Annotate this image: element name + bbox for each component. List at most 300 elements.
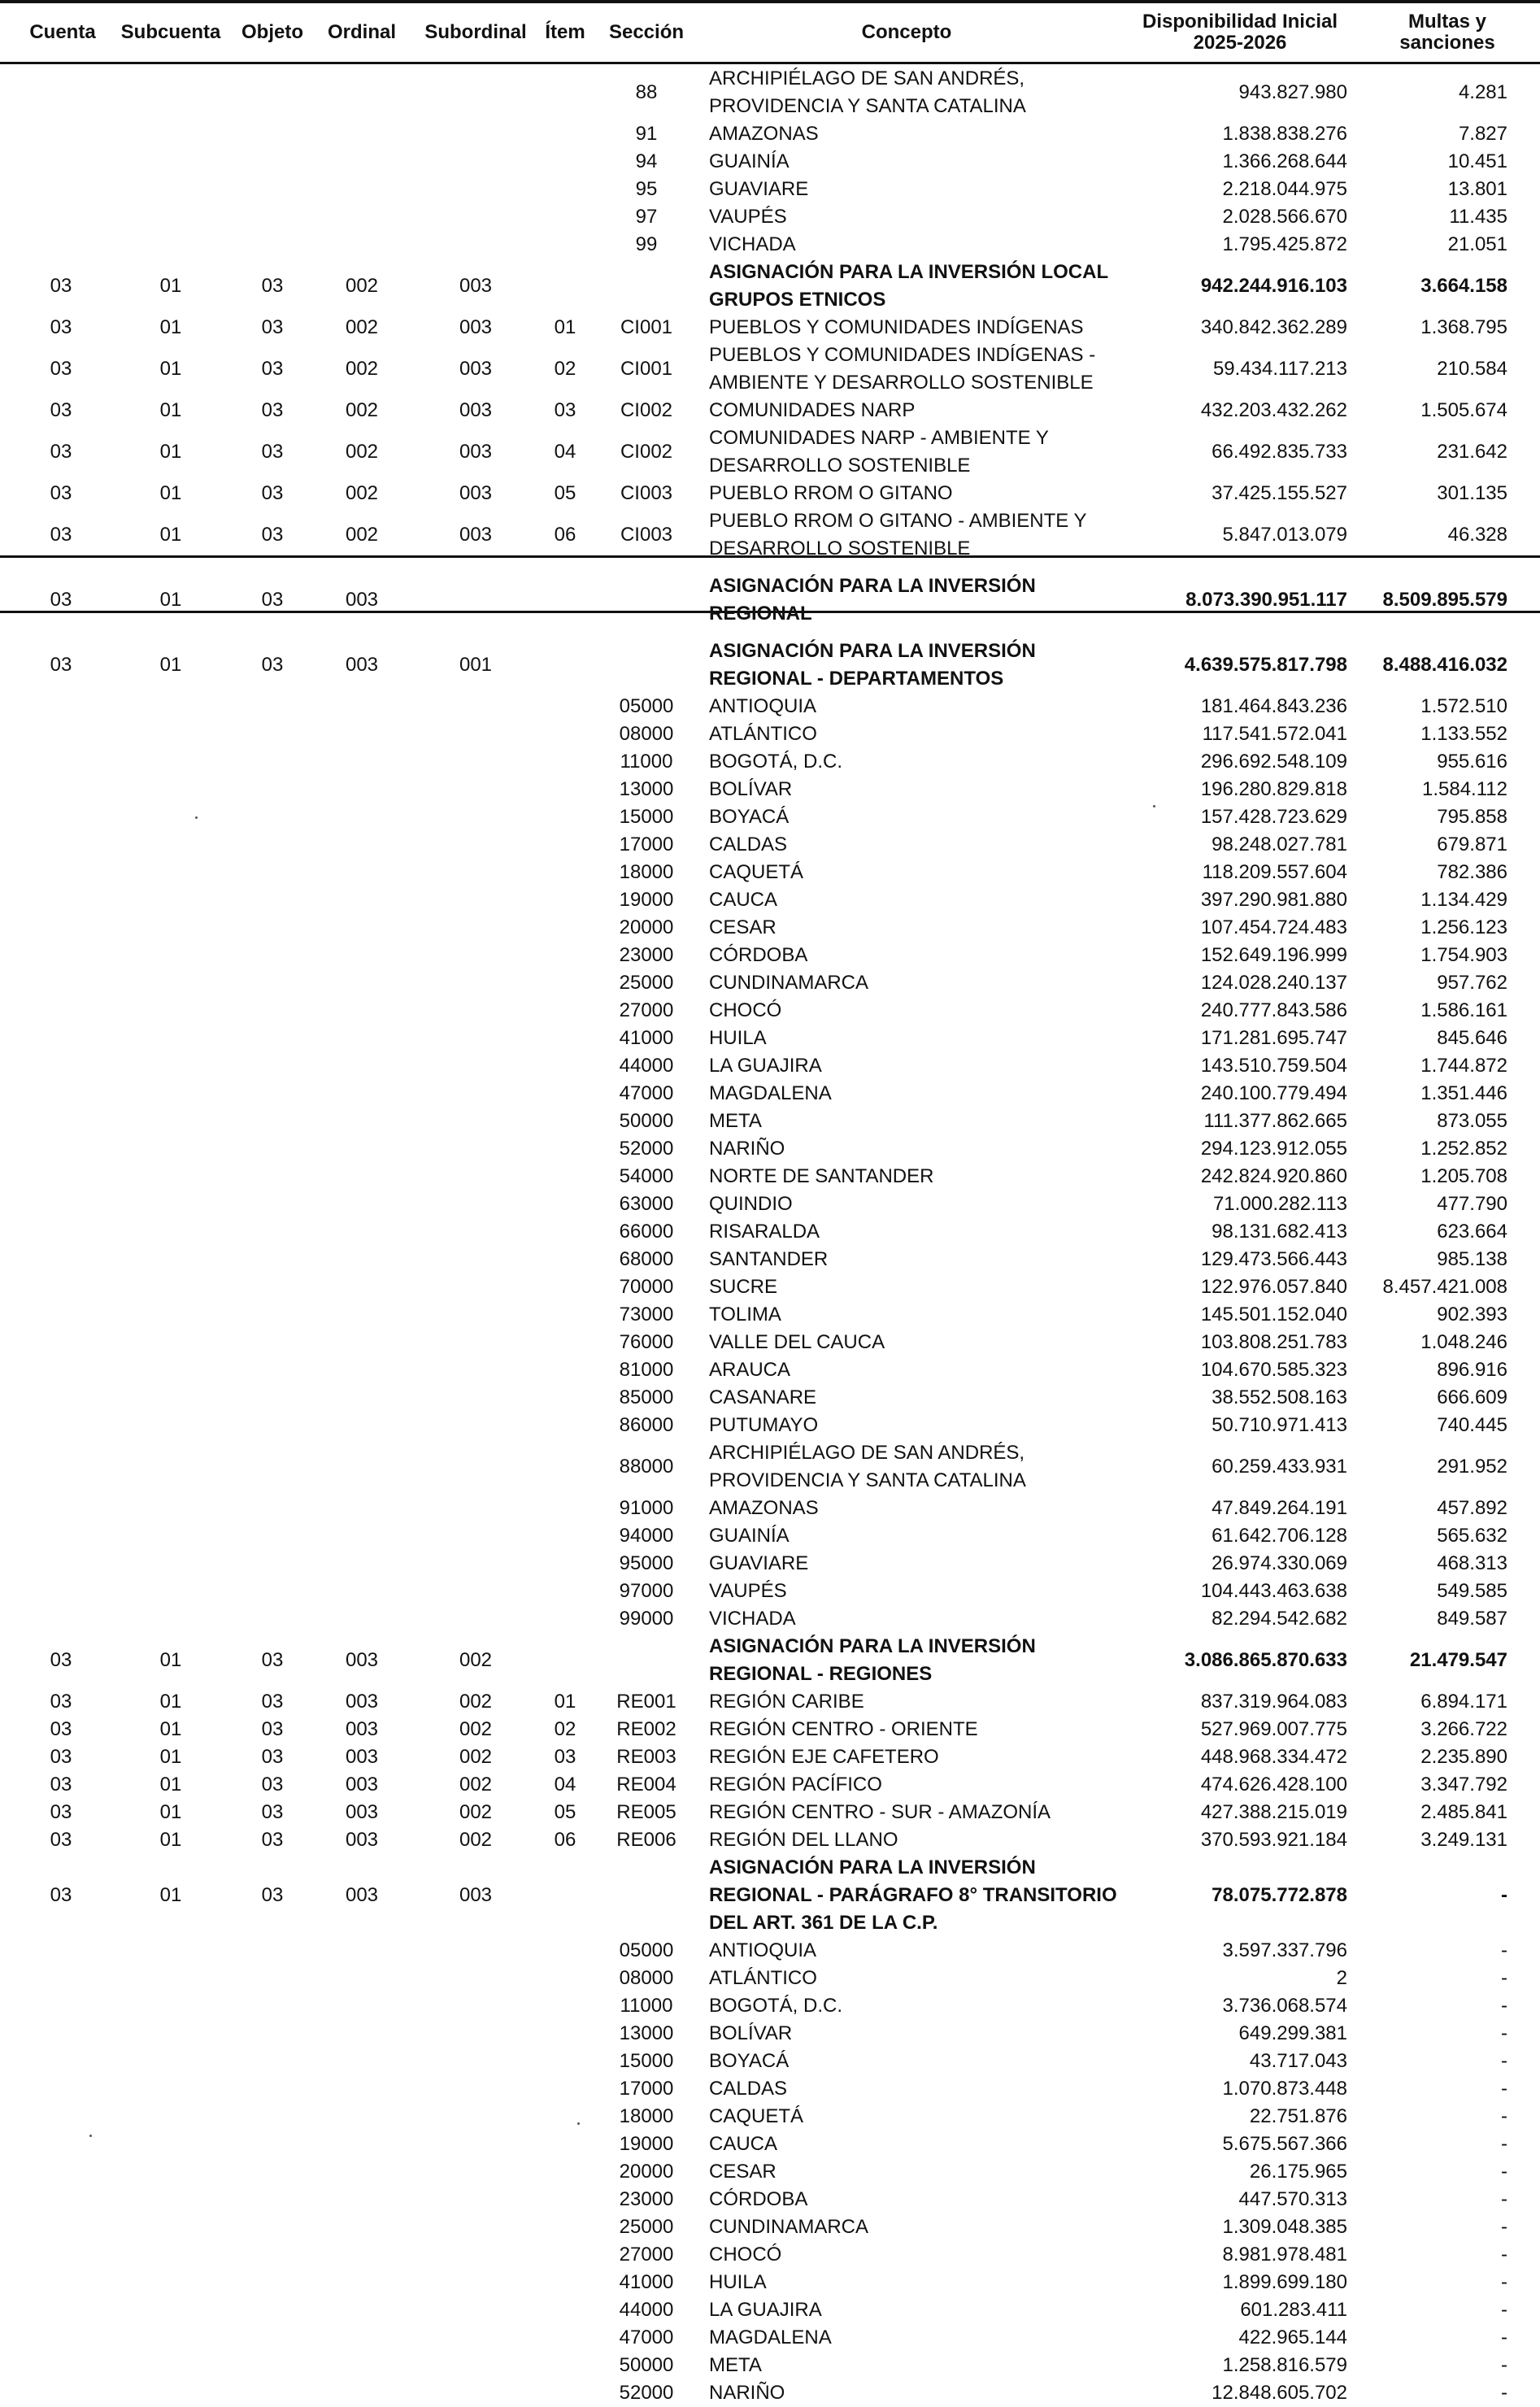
cell-objeto — [236, 693, 309, 720]
cell-objeto — [236, 2158, 309, 2186]
cell-seccion: 94000 — [619, 1525, 674, 1547]
cell-item — [533, 1356, 598, 1384]
cell-cuenta: 03 — [50, 1829, 72, 1851]
cell-multas: 8.457.421.008 — [1382, 1276, 1507, 1298]
cell-item — [533, 2131, 598, 2158]
cell-objeto — [236, 203, 309, 231]
cell-ordinal — [321, 831, 402, 859]
cell-item — [533, 1025, 598, 1052]
cell-objeto — [236, 2352, 309, 2379]
cell-concepto: LA GUAJIRA — [709, 2299, 822, 2321]
cell-item — [533, 1495, 598, 1522]
cell-multas: 11.435 — [1449, 206, 1507, 228]
cell-subcuenta: 01 — [159, 524, 182, 546]
cell-subordinal — [411, 2048, 541, 2075]
cell-objeto — [236, 2020, 309, 2048]
cell-subcuenta — [122, 231, 220, 259]
cell-subordinal — [411, 1605, 541, 1633]
table-row — [0, 397, 1540, 424]
table-row — [0, 2020, 1540, 2048]
cell-seccion: 08000 — [619, 723, 674, 745]
cell-concepto: MAGDALENA — [709, 1082, 832, 1104]
cell-disponibilidad: 422.965.144 — [1238, 2326, 1347, 2348]
table-row — [0, 638, 1540, 693]
cell-multas: 849.587 — [1437, 1608, 1507, 1630]
cell-multas: - — [1501, 1939, 1507, 1961]
cell-multas: 985.138 — [1437, 1248, 1507, 1270]
cell-subcuenta: 01 — [159, 316, 182, 338]
cell-subordinal: 003 — [459, 1884, 493, 1906]
cell-subordinal — [411, 2213, 541, 2241]
table-row — [0, 1992, 1540, 2020]
cell-cuenta — [24, 2379, 98, 2407]
cell-objeto — [236, 914, 309, 942]
cell-seccion: RE002 — [616, 1718, 676, 1740]
cell-disponibilidad: 1.838.838.276 — [1222, 123, 1347, 145]
table-row — [0, 776, 1540, 803]
cell-cuenta: 03 — [50, 1801, 72, 1823]
header-item: Ítem — [545, 21, 585, 43]
cell-disponibilidad: 124.028.240.137 — [1200, 972, 1347, 994]
cell-objeto: 03 — [261, 1774, 284, 1795]
header-ordinal: Ordinal — [327, 21, 396, 43]
cell-multas: - — [1501, 2133, 1507, 2155]
table-row — [0, 2103, 1540, 2131]
cell-subordinal — [411, 2269, 541, 2296]
cell-cuenta: 03 — [50, 399, 72, 421]
table-row — [0, 1356, 1540, 1384]
cell-disponibilidad: 60.259.433.931 — [1212, 1456, 1347, 1478]
cell-subordinal — [411, 1218, 541, 1246]
cell-disponibilidad: 3.086.865.870.633 — [1184, 1649, 1347, 1671]
cell-multas: 795.858 — [1437, 806, 1507, 828]
cell-objeto — [236, 803, 309, 831]
cell-cuenta: 03 — [50, 524, 72, 546]
cell-subordinal — [411, 1992, 541, 2020]
cell-concepto: BOYACÁ — [709, 806, 790, 828]
cell-subordinal — [411, 2324, 541, 2352]
cell-item — [533, 2296, 598, 2324]
cell-multas: 231.642 — [1437, 441, 1507, 463]
cell-item — [533, 65, 598, 120]
cell-concepto: ASIGNACIÓN PARA LA INVERSIÓN REGIONAL - DEPARTAMENTOS — [709, 640, 1036, 690]
cell-cuenta — [24, 1522, 98, 1550]
cell-item — [533, 176, 598, 203]
cell-ordinal — [321, 1190, 402, 1218]
cell-concepto: COMUNIDADES NARP - AMBIENTE Y DESARROLLO SOSTENIBLE — [709, 427, 1049, 477]
cell-multas: 902.393 — [1437, 1304, 1507, 1325]
cell-objeto — [236, 2269, 309, 2296]
cell-seccion: RE005 — [616, 1801, 676, 1823]
cell-cuenta — [24, 969, 98, 997]
cell-cuenta — [24, 2213, 98, 2241]
cell-concepto: PUEBLO RROM O GITANO — [709, 482, 953, 504]
cell-multas: 1.133.552 — [1420, 723, 1507, 745]
cell-multas: 955.616 — [1437, 751, 1507, 773]
cell-seccion: 11000 — [620, 751, 673, 773]
cell-multas: - — [1501, 2326, 1507, 2348]
cell-item — [533, 1412, 598, 1439]
cell-multas: 1.754.903 — [1420, 944, 1507, 966]
table-row — [0, 2213, 1540, 2241]
cell-objeto — [236, 2103, 309, 2131]
cell-concepto: CALDAS — [709, 834, 788, 855]
cell-disponibilidad: 242.824.920.860 — [1200, 1165, 1347, 1187]
cell-objeto: 03 — [261, 1884, 284, 1906]
cell-seccion: 70000 — [619, 1276, 674, 1298]
cell-item: 05 — [554, 1801, 576, 1823]
cell-item — [533, 969, 598, 997]
cell-multas: 782.386 — [1437, 861, 1507, 883]
cell-cuenta — [24, 914, 98, 942]
cell-subcuenta — [122, 2324, 220, 2352]
cell-seccion: 88000 — [619, 1456, 674, 1478]
cell-item — [533, 2020, 598, 2048]
cell-concepto: REGIÓN DEL LLANO — [709, 1829, 898, 1851]
cell-concepto: COMUNIDADES NARP — [709, 399, 916, 421]
cell-cuenta — [24, 1329, 98, 1356]
cell-cuenta — [24, 942, 98, 969]
cell-ordinal: 002 — [345, 482, 379, 504]
cell-disponibilidad: 2.218.044.975 — [1222, 178, 1347, 200]
cell-cuenta — [24, 2352, 98, 2379]
cell-objeto — [236, 1135, 309, 1163]
cell-disponibilidad: 12.848.605.702 — [1212, 2382, 1347, 2404]
cell-ordinal — [321, 1550, 402, 1578]
cell-cuenta — [24, 831, 98, 859]
cell-ordinal — [321, 1937, 402, 1965]
cell-concepto: REGIÓN CARIBE — [709, 1691, 864, 1713]
cell-objeto: 03 — [261, 1746, 284, 1768]
cell-subcuenta — [122, 148, 220, 176]
cell-cuenta — [24, 1439, 98, 1495]
cell-concepto: CAUCA — [709, 889, 778, 911]
cell-subcuenta: 01 — [159, 654, 182, 676]
cell-ordinal — [321, 1329, 402, 1356]
cell-subordinal — [411, 1439, 541, 1495]
cell-multas: 46.328 — [1447, 524, 1507, 546]
cell-subcuenta — [122, 1052, 220, 1080]
cell-subordinal — [411, 1495, 541, 1522]
cell-disponibilidad: 8.073.390.951.117 — [1185, 589, 1347, 611]
scan-speck — [1153, 805, 1155, 807]
cell-disponibilidad: 43.717.043 — [1249, 2050, 1347, 2072]
cell-disponibilidad: 2 — [1336, 1967, 1347, 1989]
cell-concepto: GUAVIARE — [709, 178, 809, 200]
cell-concepto: CESAR — [709, 2161, 777, 2183]
cell-cuenta: 03 — [50, 316, 72, 338]
table-row — [0, 1854, 1540, 1937]
table-row — [0, 203, 1540, 231]
cell-disponibilidad: 78.075.772.878 — [1212, 1884, 1347, 1906]
cell-concepto: AMAZONAS — [709, 1497, 819, 1519]
cell-ordinal — [321, 203, 402, 231]
cell-seccion: 47000 — [619, 2326, 674, 2348]
cell-cuenta — [24, 1301, 98, 1329]
header-disponibilidad: Disponibilidad Inicial 2025-2026 — [1142, 11, 1338, 54]
cell-objeto: 03 — [261, 589, 284, 611]
cell-cuenta — [24, 2020, 98, 2048]
cell-subcuenta — [122, 1439, 220, 1495]
cell-concepto: CHOCÓ — [709, 2244, 782, 2266]
cell-disponibilidad: 82.294.542.682 — [1212, 1608, 1347, 1630]
cell-cuenta — [24, 1218, 98, 1246]
cell-ordinal — [321, 1163, 402, 1190]
cell-disponibilidad: 104.670.585.323 — [1200, 1359, 1347, 1381]
cell-disponibilidad: 649.299.381 — [1238, 2022, 1347, 2044]
scan-speck — [195, 816, 198, 819]
cell-item — [533, 231, 598, 259]
cell-item: 06 — [554, 524, 576, 546]
cell-cuenta — [24, 997, 98, 1025]
cell-item — [533, 2158, 598, 2186]
cell-cuenta — [24, 748, 98, 776]
cell-disponibilidad: 157.428.723.629 — [1200, 806, 1347, 828]
cell-subcuenta — [122, 2131, 220, 2158]
cell-seccion: 85000 — [619, 1386, 674, 1408]
cell-item: 01 — [554, 316, 576, 338]
cell-subordinal: 003 — [459, 482, 493, 504]
cell-seccion: CI002 — [620, 399, 673, 421]
cell-ordinal — [321, 1025, 402, 1052]
cell-ordinal: 002 — [345, 275, 379, 297]
cell-subordinal — [411, 1135, 541, 1163]
cell-disponibilidad: 59.434.117.213 — [1212, 358, 1347, 380]
cell-disponibilidad: 527.969.007.775 — [1200, 1718, 1347, 1740]
cell-cuenta: 03 — [50, 654, 72, 676]
cell-subordinal: 003 — [459, 524, 493, 546]
cell-subcuenta — [122, 886, 220, 914]
cell-seccion: 08000 — [619, 1967, 674, 1989]
cell-subcuenta — [122, 1412, 220, 1439]
cell-objeto: 03 — [261, 1649, 284, 1671]
cell-disponibilidad: 98.248.027.781 — [1212, 834, 1347, 855]
cell-subcuenta — [122, 2075, 220, 2103]
cell-multas: 1.572.510 — [1420, 695, 1507, 717]
cell-concepto: BOGOTÁ, D.C. — [709, 751, 843, 773]
cell-seccion: 44000 — [619, 2299, 674, 2321]
cell-multas: 477.790 — [1437, 1193, 1507, 1215]
cell-item — [533, 942, 598, 969]
cell-cuenta — [24, 2324, 98, 2352]
cell-disponibilidad: 122.976.057.840 — [1200, 1276, 1347, 1298]
cell-seccion: 19000 — [619, 2133, 674, 2155]
cell-multas: - — [1501, 2078, 1507, 2100]
cell-ordinal — [321, 776, 402, 803]
cell-seccion: 94 — [635, 150, 658, 172]
cell-item: 01 — [554, 1691, 576, 1713]
cell-item — [533, 1108, 598, 1135]
cell-subordinal — [411, 148, 541, 176]
cell-subordinal — [411, 1301, 541, 1329]
cell-ordinal — [321, 1384, 402, 1412]
cell-ordinal — [321, 1412, 402, 1439]
cell-cuenta: 03 — [50, 441, 72, 463]
cell-cuenta — [24, 2075, 98, 2103]
cell-subcuenta — [122, 1135, 220, 1163]
cell-disponibilidad: 38.552.508.163 — [1212, 1386, 1347, 1408]
cell-multas: 3.664.158 — [1420, 275, 1507, 297]
cell-objeto — [236, 1108, 309, 1135]
cell-item — [533, 1439, 598, 1495]
cell-subcuenta — [122, 776, 220, 803]
cell-seccion: CI001 — [620, 358, 673, 380]
cell-disponibilidad: 98.131.682.413 — [1212, 1221, 1347, 1243]
cell-subcuenta — [122, 2020, 220, 2048]
table-row — [0, 2379, 1540, 2407]
table-row — [0, 2075, 1540, 2103]
cell-seccion: RE003 — [616, 1746, 676, 1768]
cell-objeto: 03 — [261, 654, 284, 676]
cell-ordinal — [321, 942, 402, 969]
cell-item — [533, 831, 598, 859]
cell-cuenta — [24, 231, 98, 259]
cell-subcuenta — [122, 1329, 220, 1356]
cell-item — [533, 859, 598, 886]
cell-objeto — [236, 176, 309, 203]
cell-subcuenta — [122, 2213, 220, 2241]
cell-disponibilidad: 117.541.572.041 — [1202, 723, 1347, 745]
cell-subcuenta — [122, 65, 220, 120]
cell-item — [533, 2075, 598, 2103]
cell-seccion: 15000 — [619, 2050, 674, 2072]
table-row — [0, 424, 1540, 480]
cell-disponibilidad: 143.510.759.504 — [1200, 1055, 1347, 1077]
cell-objeto — [236, 1965, 309, 1992]
cell-subcuenta — [122, 1301, 220, 1329]
cell-multas: - — [1501, 2050, 1507, 2072]
cell-multas: 549.585 — [1437, 1580, 1507, 1602]
cell-disponibilidad: 1.899.699.180 — [1222, 2271, 1347, 2293]
cell-subordinal — [411, 1937, 541, 1965]
cell-objeto: 03 — [261, 316, 284, 338]
cell-subcuenta — [122, 2296, 220, 2324]
cell-concepto: CÓRDOBA — [709, 944, 808, 966]
cell-item — [533, 259, 598, 314]
cell-ordinal — [321, 2241, 402, 2269]
cell-subordinal: 002 — [459, 1774, 493, 1795]
cell-disponibilidad: 601.283.411 — [1240, 2299, 1347, 2321]
cell-subcuenta — [122, 1384, 220, 1412]
cell-item — [533, 1052, 598, 1080]
cell-item — [533, 1965, 598, 1992]
cell-subordinal — [411, 231, 541, 259]
cell-subcuenta: 01 — [159, 1774, 182, 1795]
cell-seccion: 47000 — [619, 1082, 674, 1104]
cell-concepto: BOGOTÁ, D.C. — [709, 1995, 843, 2017]
cell-disponibilidad: 50.710.971.413 — [1212, 1414, 1347, 1436]
cell-objeto — [236, 2213, 309, 2241]
table-row — [0, 1190, 1540, 1218]
table-row — [0, 2131, 1540, 2158]
cell-ordinal — [321, 1965, 402, 1992]
table-row — [0, 693, 1540, 720]
cell-ordinal — [321, 1301, 402, 1329]
cell-concepto: CAQUETÁ — [709, 861, 804, 883]
cell-ordinal — [321, 997, 402, 1025]
cell-concepto: PUTUMAYO — [709, 1414, 819, 1436]
cell-subordinal — [411, 1052, 541, 1080]
cell-subcuenta: 01 — [159, 589, 182, 611]
cell-objeto — [236, 2324, 309, 2352]
cell-concepto: ASIGNACIÓN PARA LA INVERSIÓN REGIONAL - PARÁGRAFO 8° TRANSITORIO DEL ART. 361 DE LA C.P. — [709, 1856, 1117, 1934]
cell-item: 04 — [554, 1774, 576, 1795]
cell-subordinal: 002 — [459, 1691, 493, 1713]
cell-concepto: TOLIMA — [709, 1304, 781, 1325]
cell-multas: 2.485.841 — [1420, 1801, 1507, 1823]
cell-cuenta: 03 — [50, 1884, 72, 1906]
cell-multas: - — [1501, 1884, 1507, 1906]
cell-objeto: 03 — [261, 1718, 284, 1740]
cell-subcuenta — [122, 748, 220, 776]
table-row — [0, 314, 1540, 342]
cell-cuenta: 03 — [50, 1649, 72, 1671]
cell-ordinal — [321, 803, 402, 831]
cell-item — [533, 720, 598, 748]
cell-seccion: 63000 — [619, 1193, 674, 1215]
cell-ordinal — [321, 1246, 402, 1273]
cell-seccion — [606, 1633, 687, 1688]
cell-seccion: 99000 — [619, 1608, 674, 1630]
cell-item — [533, 2379, 598, 2407]
cell-disponibilidad: 240.777.843.586 — [1200, 999, 1347, 1021]
cell-subordinal — [411, 969, 541, 997]
cell-seccion: 97 — [635, 206, 658, 228]
cell-ordinal — [321, 1356, 402, 1384]
table-row — [0, 1495, 1540, 1522]
cell-objeto — [236, 1605, 309, 1633]
cell-subcuenta — [122, 2352, 220, 2379]
cell-subcuenta: 01 — [159, 358, 182, 380]
cell-seccion: 05000 — [619, 1939, 674, 1961]
header-cuenta: Cuenta — [29, 21, 96, 43]
table-row — [0, 831, 1540, 859]
cell-cuenta — [24, 1495, 98, 1522]
cell-concepto: VAUPÉS — [709, 206, 787, 228]
cell-disponibilidad: 397.290.981.880 — [1200, 889, 1347, 911]
cell-multas: - — [1501, 2299, 1507, 2321]
cell-cuenta — [24, 1273, 98, 1301]
cell-subordinal — [411, 942, 541, 969]
table-row — [0, 1439, 1540, 1495]
table-row — [0, 1329, 1540, 1356]
cell-ordinal — [321, 65, 402, 120]
cell-disponibilidad: 26.974.330.069 — [1212, 1552, 1347, 1574]
cell-seccion: 20000 — [619, 916, 674, 938]
cell-subordinal — [411, 1384, 541, 1412]
cell-item — [533, 1633, 598, 1688]
cell-seccion: 95 — [635, 178, 658, 200]
cell-subcuenta: 01 — [159, 482, 182, 504]
cell-disponibilidad: 1.070.873.448 — [1222, 2078, 1347, 2100]
table-row — [0, 1135, 1540, 1163]
cell-subcuenta: 01 — [159, 1718, 182, 1740]
cell-ordinal — [321, 2075, 402, 2103]
cell-multas: 3.266.722 — [1420, 1718, 1507, 1740]
cell-subordinal — [411, 2020, 541, 2048]
cell-concepto: CASANARE — [709, 1386, 817, 1408]
cell-concepto: ATLÁNTICO — [709, 1967, 817, 1989]
cell-cuenta — [24, 2296, 98, 2324]
cell-concepto: HUILA — [709, 2271, 767, 2293]
cell-objeto — [236, 148, 309, 176]
table-row — [0, 342, 1540, 397]
cell-ordinal — [321, 859, 402, 886]
cell-disponibilidad: 432.203.432.262 — [1200, 399, 1347, 421]
cell-objeto — [236, 1301, 309, 1329]
cell-disponibilidad: 474.626.428.100 — [1200, 1774, 1347, 1795]
cell-ordinal — [321, 148, 402, 176]
